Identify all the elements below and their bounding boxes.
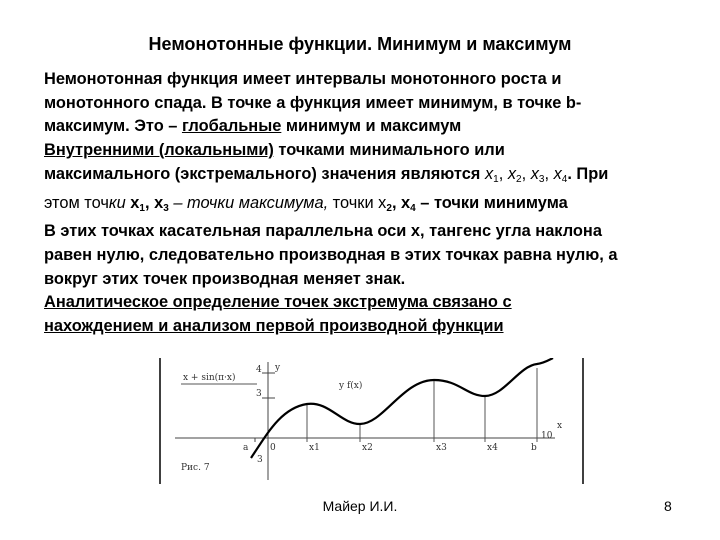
comma-3: , (544, 164, 554, 183)
text-line-1: Немонотонная функция имеет интервалы монотонного роста и (44, 70, 562, 88)
text-line-5-end: . При (567, 164, 609, 183)
body-paragraph (44, 68, 694, 339)
y-axis-label: y (275, 363, 281, 373)
function-curve (251, 358, 553, 458)
sub-6-1: 1 (139, 202, 145, 214)
global-term: глобальные (181, 117, 282, 136)
text-line-8: равен нулю, следовательно производная в этих точках равна нулю, а (44, 245, 618, 264)
y-negative-label: 3 (257, 455, 263, 465)
text-line-3-start: максимум. Это – (44, 117, 182, 136)
y-tick-4-label: 4 (256, 365, 262, 375)
page-number: 8 (664, 498, 672, 514)
comma-2: , (521, 164, 531, 183)
local-term: Внутренними (локальными) (44, 141, 274, 160)
text-line-6-a: этом точ (44, 193, 109, 212)
minima-phrase: – точки минимума (415, 193, 568, 212)
sub-6-4: 4 (410, 202, 416, 214)
text-line-9: вокруг этих точек производная меняет знак. (44, 269, 406, 288)
maxima-phrase: – точки максимума, (168, 193, 329, 212)
text-line-11: нахождением и анализом первой производной функции (44, 317, 504, 336)
text-line-3 (44, 115, 694, 139)
text-line-5-start: максимального (экстремального) значения являются (44, 164, 485, 183)
text-line-5 (44, 163, 694, 192)
formula-label: x + sin(π·x) (183, 373, 236, 383)
text-line-3-end: минимум и максимум (281, 117, 462, 136)
text-line-6-f: точки х (328, 193, 387, 212)
function-label: y f(x) (339, 381, 363, 391)
x-a-label: a (243, 443, 249, 453)
sub-3: 3 (538, 173, 545, 185)
var-x1: x (484, 164, 494, 183)
sub-6-3: 3 (163, 202, 169, 214)
x1-label: х (125, 193, 140, 212)
function-graph (159, 358, 585, 484)
var-x2: x (507, 164, 517, 183)
text-line-10: Аналитическое определение точек экстремума связано с (44, 293, 512, 312)
y-tick-3-label: 3 (256, 389, 262, 399)
x4-label: , х (391, 193, 411, 212)
text-line-6 (44, 192, 694, 221)
sub-6-2: 2 (386, 202, 392, 214)
text-line-2: монотонного спада. В точке a функция имеет минимум, в точке b- (44, 93, 582, 112)
figure-caption: Рис. 7 (181, 463, 210, 473)
x-b-label: b (531, 443, 537, 453)
x-10-label: 10 (541, 431, 553, 441)
x3-label: , х (144, 193, 164, 212)
x1-axis-label: x1 (309, 443, 320, 453)
slide-title: Немонотонные функции. Минимум и максимум (148, 34, 572, 54)
text-line-7: В этих точках касательная параллельна оси x, тангенс угла наклона (44, 222, 602, 241)
text-line-4 (44, 139, 694, 163)
x4-axis-label: x4 (487, 443, 498, 453)
x2-axis-label: x2 (362, 443, 373, 453)
footer-author: Майер И.И. (322, 498, 398, 514)
sub-4: 4 (561, 173, 568, 185)
var-x4: x (553, 164, 562, 183)
sub-1: 1 (493, 173, 499, 185)
x3-axis-label: x3 (436, 443, 447, 453)
comma-1: , (498, 164, 508, 183)
x-axis-label: x (557, 421, 563, 431)
origin-label: 0 (270, 443, 276, 453)
var-x3: x (530, 164, 539, 183)
text-line-6-b: ки (108, 193, 126, 212)
text-line-4-end: точками минимального или (273, 141, 505, 160)
sub-2: 2 (516, 173, 522, 185)
